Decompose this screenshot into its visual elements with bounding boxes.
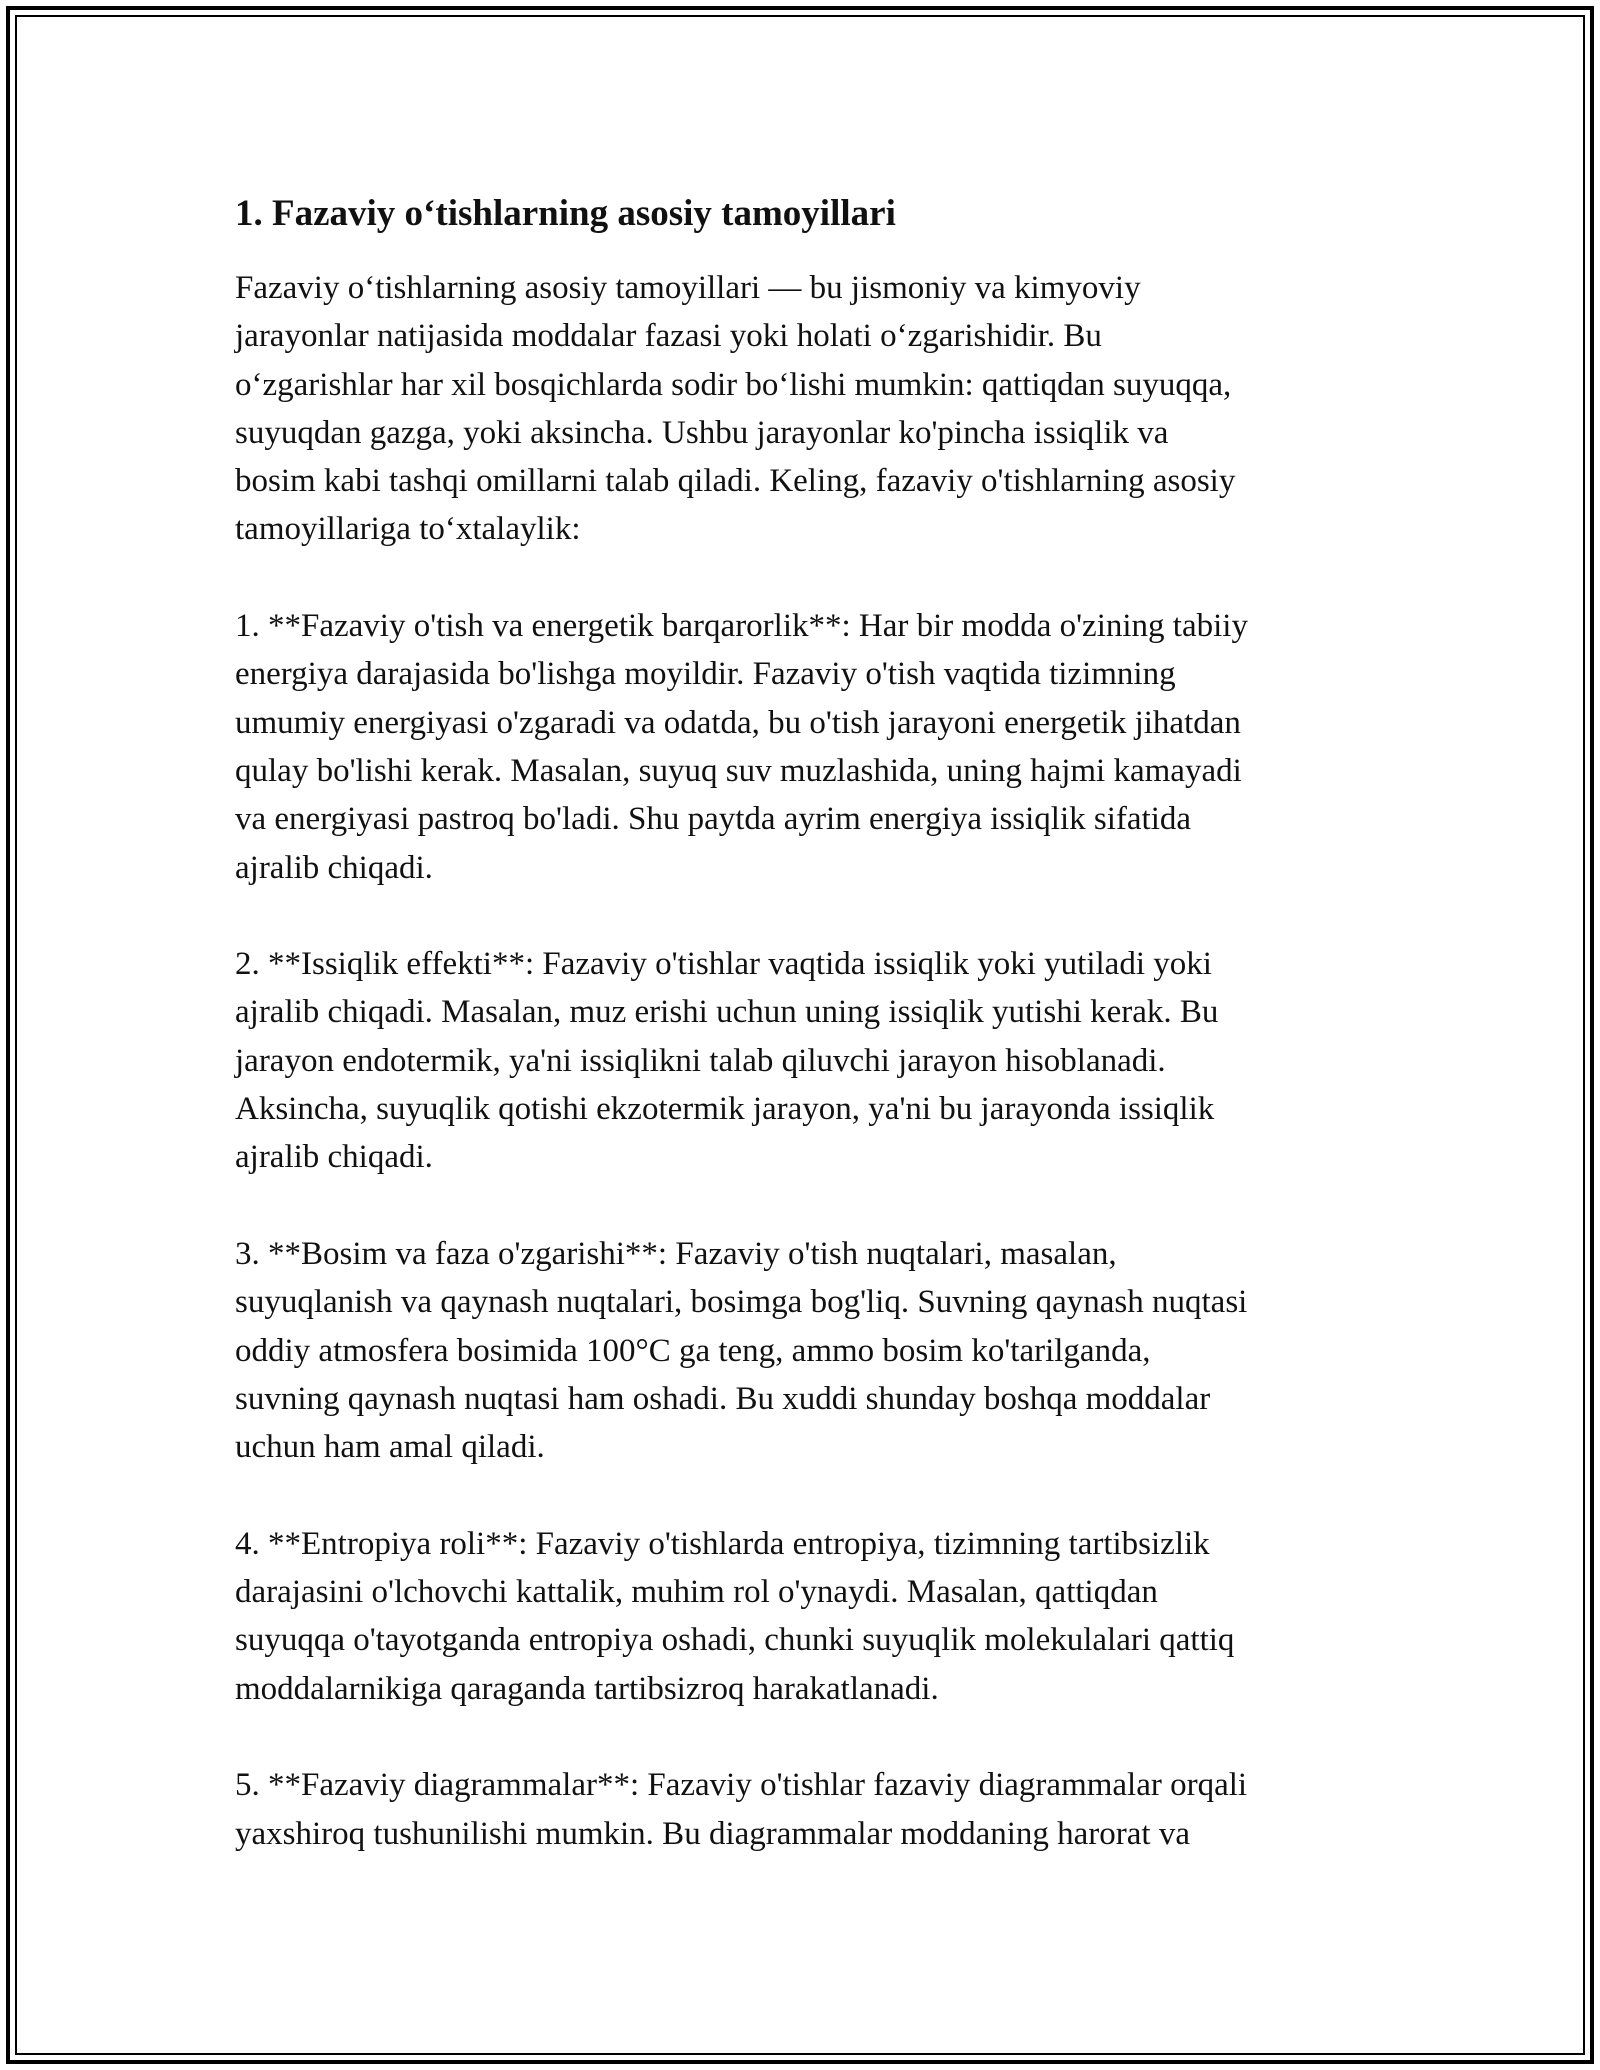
text-line: jarayonlar natijasida moddalar fazasi yoki holati o‘zgarishidir. Bu (235, 318, 1102, 355)
text-line: ajralib chiqadi. (235, 1139, 433, 1176)
text-line: darajasini o'lchovchi kattalik, muhim rol o'ynaydi. Masalan, qattiqdan (235, 1574, 1158, 1611)
text-line: ajralib chiqadi. Masalan, muz erishi uchun uning issiqlik yutishi kerak. Bu (235, 994, 1219, 1031)
document-body (235, 186, 1375, 1906)
text-line: 1. **Fazaviy o'tish va energetik barqarorlik**: Har bir modda o'zining tabiiy (235, 608, 1248, 645)
paragraph-item-2 (235, 940, 1375, 1181)
text-line: uchun ham amal qiladi. (235, 1429, 545, 1466)
text-line: suyuqlanish va qaynash nuqtalari, bosimga bog'liq. Suvning qaynash nuqtasi (235, 1284, 1248, 1321)
paragraph-item-1 (235, 602, 1375, 892)
text-line: tamoyillariga to‘xtalaylik: (235, 511, 581, 548)
text-line: umumiy energiyasi o'zgaradi va odatda, bu o'tish jarayoni energetik jihatdan (235, 704, 1241, 741)
text-line: 2. **Issiqlik effekti**: Fazaviy o'tishlar vaqtida issiqlik yoki yutiladi yoki (235, 946, 1212, 983)
paragraph-item-3 (235, 1230, 1375, 1471)
text-line: va energiyasi pastroq bo'ladi. Shu paytda ayrim energiya issiqlik sifatida (235, 801, 1192, 838)
text-line: Aksincha, suyuqlik qotishi ekzotermik jarayon, ya'ni bu jarayonda issiqlik (235, 1091, 1215, 1128)
text-line: o‘zgarishlar har xil bosqichlarda sodir bo‘lishi mumkin: qattiqdan suyuqqa, (235, 366, 1232, 403)
text-line: ajralib chiqadi. (235, 849, 433, 886)
text-line: yaxshiroq tushunilishi mumkin. Bu diagrammalar moddaning harorat va (235, 1815, 1191, 1852)
text-line: qulay bo'lishi kerak. Masalan, suyuq suv muzlashida, uning hajmi kamayadi (235, 752, 1242, 789)
paragraph-intro (235, 264, 1375, 554)
text-line: 3. **Bosim va faza o'zgarishi**: Fazaviy o'tish nuqtalari, masalan, (235, 1235, 1117, 1272)
text-line: suvning qaynash nuqtasi ham oshadi. Bu xuddi shunday boshqa moddalar (235, 1380, 1211, 1417)
text-line: Fazaviy o‘tishlarning asosiy tamoyillari — bu jismoniy va kimyoviy (235, 270, 1141, 306)
text-line: energiya darajasida bo'lishga moyildir. Fazaviy o'tish vaqtida tizimning (235, 656, 1176, 693)
paragraph-item-4 (235, 1520, 1375, 1713)
text-line: suyuqqa o'tayotganda entropiya oshadi, chunki suyuqlik molekulalari qattiq (235, 1622, 1235, 1659)
section-title: 1. Fazaviy o‘tishlarning asosiy tamoyillari (235, 193, 896, 234)
text-line: jarayon endotermik, ya'ni issiqlikni talab qiluvchi jarayon hisoblanadi. (235, 1042, 1166, 1079)
text-line: oddiy atmosfera bosimida 100°C ga teng, ammo bosim ko'tarilganda, (235, 1332, 1151, 1369)
text-line: 5. **Fazaviy diagrammalar**: Fazaviy o'tishlar fazaviy diagrammalar orqali (235, 1767, 1248, 1804)
text-line: bosim kabi tashqi omillarni talab qiladi. Keling, fazaviy o'tishlarning asosiy (235, 463, 1236, 500)
text-line: 4. **Entropiya roli**: Fazaviy o'tishlarda entropiya, tizimning tartibsizlik (235, 1525, 1210, 1562)
text-line: suyuqdan gazga, yoki aksincha. Ushbu jarayonlar ko'pincha issiqlik va (235, 414, 1169, 451)
paragraph-item-5 (235, 1761, 1375, 1858)
text-line: moddalarnikiga qaraganda tartibsizroq harakatlanadi. (235, 1670, 939, 1707)
